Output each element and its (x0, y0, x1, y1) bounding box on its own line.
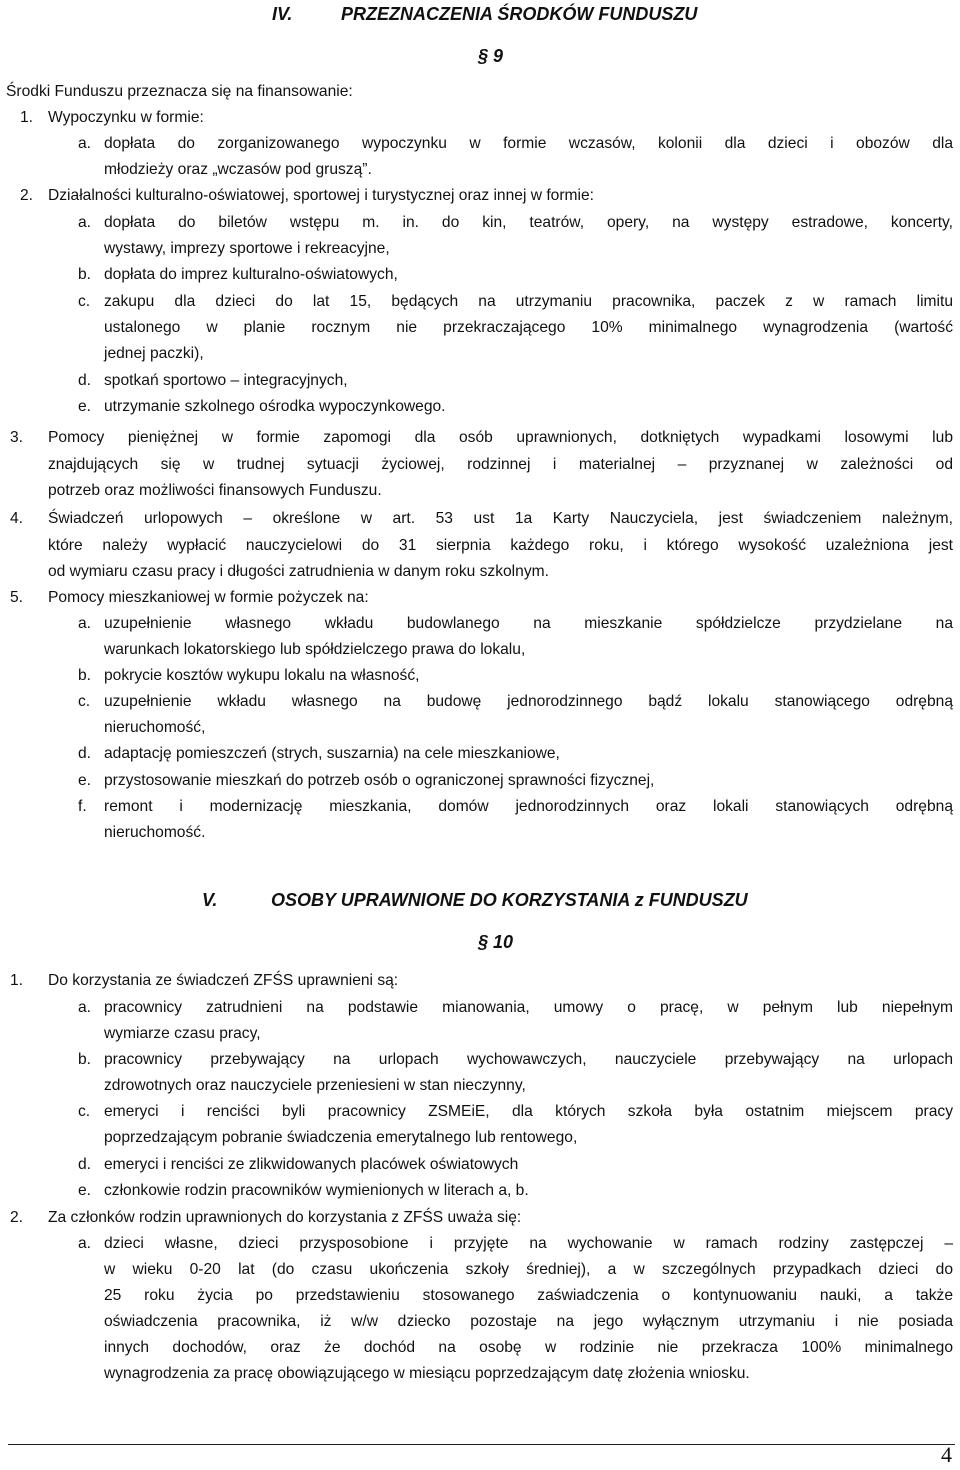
section-4-number: IV. (272, 4, 293, 24)
list-item-continuation: wynagrodzenia za pracę obowiązującego w miesiącu poprzedzającym datę złożenia wniosku. (104, 1365, 750, 1382)
item-letter: d. (78, 372, 92, 389)
list-item: Za członków rodzin uprawnionych do korzystania z ZFŚS uważa się: (48, 1209, 522, 1226)
list-item: spotkań sportowo – integracyjnych, (104, 372, 348, 389)
list-item: utrzymanie szkolnego ośrodka wypoczynkowego. (104, 398, 446, 415)
item-letter: d. (78, 1156, 92, 1173)
item-letter: d. (78, 745, 92, 762)
list-item: zakupu dla dzieci do lat 15, będących na utrzymaniu pracownika, paczek z w ramach limitu (104, 293, 953, 310)
list-item-continuation: warunkach lokatorskiego lub spółdzielczego prawa do lokalu, (104, 641, 526, 658)
paragraph-10-heading: § 10 (478, 932, 514, 952)
list-item: Pomocy mieszkaniowej w formie pożyczek na: (48, 589, 369, 606)
item-letter: a. (78, 999, 92, 1016)
list-item-continuation: znajdujących się w trudnej sytuacji życiowej, rodzinnej i materialnej – przyznanej w zależności od (48, 456, 953, 473)
item-number: 1. (20, 109, 34, 126)
list-item: uzupełnienie wkładu własnego na budowę jednorodzinnego bądź lokalu stanowiącego odrębną (104, 693, 953, 710)
list-item-continuation: zdrowotnych oraz nauczyciele przeniesieni w stan nieczynny, (104, 1077, 526, 1094)
list-item: Wypoczynku w formie: (48, 109, 204, 126)
item-letter: a. (78, 135, 92, 152)
list-item: emeryci i renciści ze zlikwidowanych placówek oświatowych (104, 1156, 519, 1173)
list-item-continuation: które należy wypłacić nauczycielowi do 31 sierpnia każdego roku, i którego wysokość uzależniona jest (48, 537, 953, 554)
list-item: dzieci własne, dzieci przysposobione i przyjęte na wychowanie w ramach rodziny zastępczej – (104, 1235, 953, 1252)
list-item-continuation: poprzedzającym pobranie świadczenia emerytalnego lub rentowego, (104, 1129, 578, 1146)
list-item: emeryci i renciści byli pracownicy ZSMEiE, dla których szkoła była ostatnim miejscem pracy (104, 1103, 953, 1120)
item-letter: e. (78, 398, 92, 415)
list-item-continuation: młodzieży oraz „wczasów pod gruszą”. (104, 161, 372, 178)
list-item: Pomocy pieniężnej w formie zapomogi dla osób uprawnionych, dotkniętych wypadkami losowymi lub (48, 429, 953, 446)
item-number: 1. (10, 972, 24, 989)
list-item-continuation: w wieku 0-20 lat (do czasu ukończenia szkoły średniej), a w szczególnych przypadkach dzieci do (104, 1261, 953, 1278)
list-item: adaptację pomieszczeń (strych, suszarnia) na cele mieszkaniowe, (104, 745, 560, 762)
list-item-continuation: nieruchomość, (104, 719, 206, 736)
list-item-continuation: oświadczenia pracownika, iż w/w dziecko pozostaje na jego wyłącznym utrzymaniu i nie posiada (104, 1313, 953, 1330)
list-item: remont i modernizację mieszkania, domów jednorodzinnych oraz lokali stanowiących odrębną (104, 798, 953, 815)
section-4-title: PRZEZNACZENIA ŚRODKÓW FUNDUSZU (341, 4, 698, 24)
item-number: 5. (10, 589, 24, 606)
list-item-continuation: 25 roku życia po przedstawieniu stosowanego zaświadczenia o kontynuowaniu nauki, a także (104, 1287, 953, 1304)
list-item: pracownicy przebywający na urlopach wychowawczych, nauczyciele przebywający na urlopach (104, 1051, 953, 1068)
page-number: 4 (941, 1442, 952, 1467)
list-item: członkowie rodzin pracowników wymienionych w literach a, b. (104, 1182, 529, 1199)
item-letter: a. (78, 615, 92, 632)
list-item-continuation: potrzeb oraz możliwości finansowych Funduszu. (48, 482, 382, 499)
item-letter: b. (78, 266, 92, 283)
list-item: dopłata do imprez kulturalno-oświatowych, (104, 266, 398, 283)
list-item: dopłata do biletów wstępu m. in. do kin, teatrów, opery, na występy estradowe, koncerty, (104, 214, 953, 231)
list-item: pokrycie kosztów wykupu lokalu na własność, (104, 667, 420, 684)
intro-text: Środki Funduszu przeznacza się na finansowanie: (6, 83, 353, 100)
item-letter: a. (78, 214, 92, 231)
section-5-title: OSOBY UPRAWNIONE DO KORZYSTANIA z FUNDUSZU (271, 890, 748, 910)
item-number: 2. (10, 1209, 24, 1226)
item-number: 2. (20, 187, 34, 204)
item-letter: e. (78, 1182, 92, 1199)
item-letter: c. (78, 1103, 91, 1120)
list-item-continuation: ustalonego w planie rocznym nie przekraczającego 10% minimalnego wynagrodzenia (wartość (104, 319, 953, 336)
list-item-continuation: od wymiaru czasu pracy i długości zatrudnienia w danym roku szkolnym. (48, 563, 549, 580)
item-letter: e. (78, 772, 92, 789)
list-item: pracownicy zatrudnieni na podstawie mianowania, umowy o pracę, w pełnym lub niepełnym (104, 999, 953, 1016)
list-item-continuation: jednej paczki), (104, 345, 204, 362)
footer-rule (8, 1444, 955, 1445)
item-letter: f. (78, 798, 87, 815)
item-letter: b. (78, 1051, 92, 1068)
list-item: przystosowanie mieszkań do potrzeb osób o ograniczonej sprawności fizycznej, (104, 772, 655, 789)
list-item: Do korzystania ze świadczeń ZFŚS uprawnieni są: (48, 972, 399, 989)
list-item: Działalności kulturalno-oświatowej, sportowej i turystycznej oraz innej w formie: (48, 187, 594, 204)
item-letter: c. (78, 293, 91, 310)
item-letter: b. (78, 667, 92, 684)
list-item: Świadczeń urlopowych – określone w art. 53 ust 1a Karty Nauczyciela, jest świadczeniem należnym, (48, 510, 953, 527)
list-item: uzupełnienie własnego wkładu budowlanego na mieszkanie spółdzielcze przydzielane na (104, 615, 953, 632)
list-item: dopłata do zorganizowanego wypoczynku w formie wczasów, kolonii dla dzieci i obozów dla (104, 135, 953, 152)
list-item-continuation: nieruchomość. (104, 824, 206, 841)
list-item-continuation: wymiarze czasu pracy, (104, 1025, 261, 1042)
list-item-continuation: wystawy, imprezy sportowe i rekreacyjne, (104, 240, 390, 257)
section-5-number: V. (202, 890, 218, 910)
paragraph-9-heading: § 9 (478, 46, 504, 66)
item-letter: a. (78, 1235, 92, 1252)
list-item-continuation: innych dochodów, oraz że dochód na osobę w rodzinie nie przekracza 100% minimalnego (104, 1339, 953, 1356)
item-letter: c. (78, 693, 91, 710)
item-number: 3. (10, 429, 24, 446)
item-number: 4. (10, 510, 24, 527)
